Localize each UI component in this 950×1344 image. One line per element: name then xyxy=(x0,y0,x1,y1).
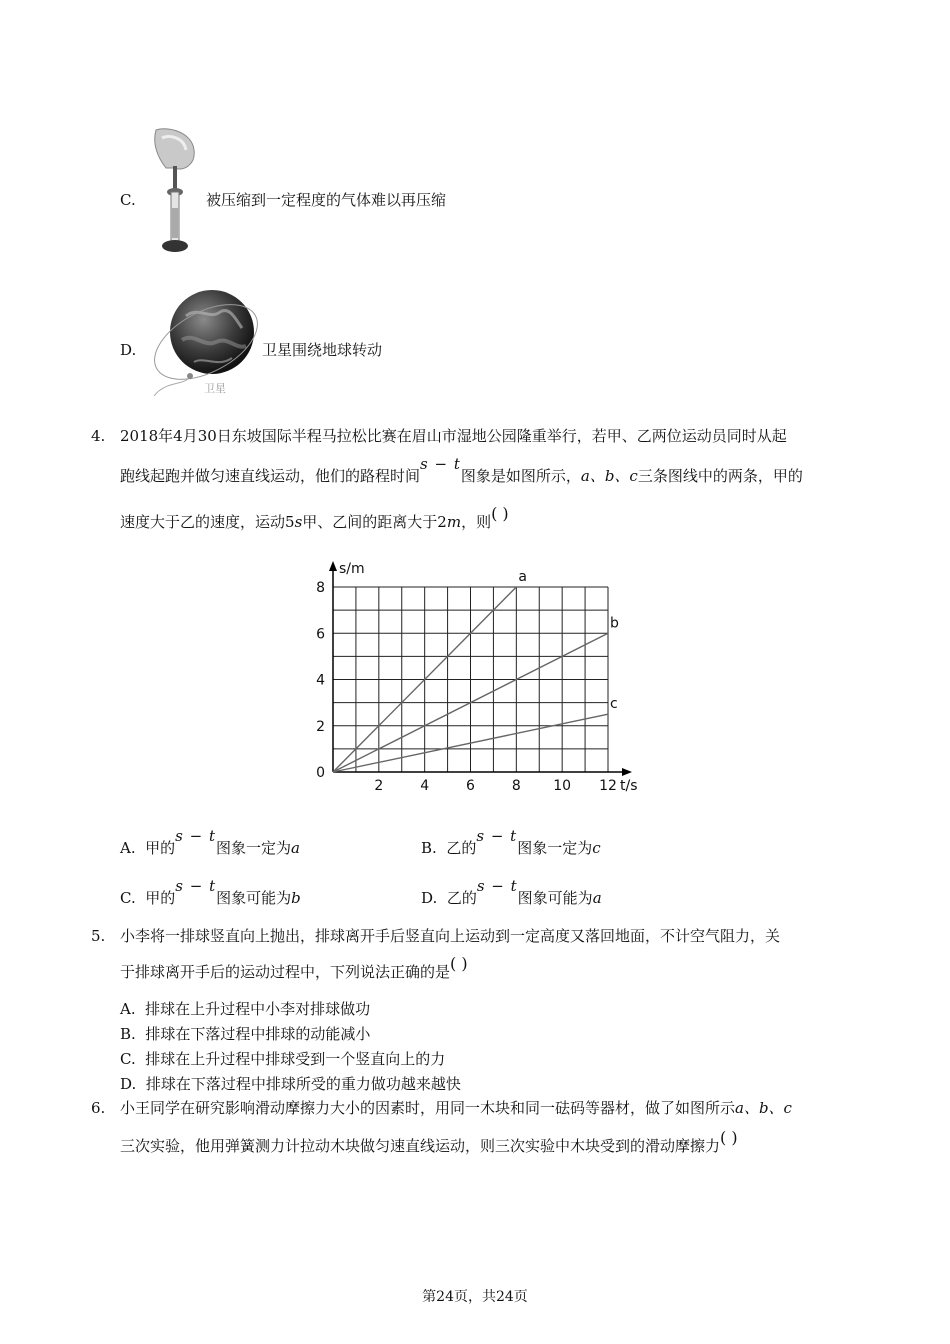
q5-option-b[interactable] xyxy=(120,1024,370,1044)
answer-bracket: ( ) xyxy=(720,1128,738,1147)
option-var: a xyxy=(592,889,602,907)
stem-vars: a、b、c xyxy=(580,467,638,485)
x-tick-label: 6 xyxy=(466,778,475,794)
stem-text: 甲、乙间的距离大于 xyxy=(302,513,438,531)
y-axis-arrow xyxy=(329,561,337,571)
q6-stem-line1 xyxy=(120,1098,792,1118)
q5-option-d[interactable] xyxy=(120,1074,461,1094)
q4-stem-line1: 2018年4月30日东坡国际半程马拉松比赛在眉山市湿地公园隆重举行，若甲、乙两位运动员同时从起 xyxy=(120,427,787,445)
chart-grid xyxy=(333,587,608,772)
x-axis-label: t/s xyxy=(620,778,638,794)
option-text: 图象一定为 xyxy=(216,839,292,857)
option-text: 排球在上升过程中小李对排球做功 xyxy=(145,1000,371,1018)
x-tick-label: 12 xyxy=(599,778,617,794)
option-label: A. xyxy=(120,839,136,857)
option-label: B. xyxy=(120,1025,136,1043)
satellite-caption: 卫星 xyxy=(204,382,226,395)
st-symbol: s − t xyxy=(175,827,217,845)
q5-option-c[interactable] xyxy=(120,1049,445,1069)
option-var: a xyxy=(291,839,300,857)
series-label-a: a xyxy=(518,569,527,585)
y-tick-label: 8 xyxy=(316,580,325,596)
option-label: B. xyxy=(421,839,437,857)
q3-option-d-text xyxy=(262,340,382,360)
option-text: 图象可能为 xyxy=(517,889,593,907)
q4-number: 4. xyxy=(91,427,106,445)
option-text: 图象可能为 xyxy=(216,889,292,907)
stem-vars: a、b、c xyxy=(735,1099,792,1117)
answer-bracket: ( ) xyxy=(491,504,509,523)
q4-option-d[interactable] xyxy=(421,877,602,908)
s-t-chart xyxy=(300,552,645,804)
option-text: 乙的 xyxy=(446,889,477,907)
st-symbol: s − t xyxy=(476,877,518,895)
stem-text: ，则 xyxy=(461,513,492,531)
stem-text: 速度大于乙的速度，运动 xyxy=(120,513,286,531)
syringe-illustration xyxy=(148,128,200,260)
x-tick-label: 8 xyxy=(511,778,521,794)
option-text: 图象一定为 xyxy=(517,839,593,857)
option-text: 乙的 xyxy=(446,839,477,857)
q3-option-c[interactable] xyxy=(120,190,136,210)
y-tick-label: 2 xyxy=(316,718,325,735)
q5-number: 5. xyxy=(91,927,106,945)
y-tick-label: 4 xyxy=(316,672,325,689)
q3-option-d[interactable] xyxy=(120,340,136,360)
option-label: D. xyxy=(120,1075,137,1093)
st-symbol: s − t xyxy=(175,877,217,895)
earth-satellite-illustration xyxy=(146,276,266,404)
q5-option-a[interactable] xyxy=(120,999,370,1019)
st-symbol: s − t xyxy=(476,827,518,845)
st-symbol: s − t xyxy=(420,455,461,473)
chart-axes xyxy=(329,561,632,776)
q4-option-a[interactable] xyxy=(120,827,300,858)
q3-option-c-text xyxy=(206,190,446,210)
page-footer: 第24页，共24页 xyxy=(422,1289,528,1305)
option-label: C. xyxy=(120,1050,136,1068)
option-text: 甲的 xyxy=(145,839,176,857)
chart-labels xyxy=(339,561,638,794)
stem-number: 5 xyxy=(285,513,295,531)
stem-text: 跑线起跑并做匀速直线运动，他们的路程时间 xyxy=(120,467,421,485)
option-label: C. xyxy=(120,889,136,907)
series-label-b: b xyxy=(610,615,619,632)
option-text: 被压缩到一定程度的气体难以再压缩 xyxy=(206,191,447,209)
stem-text: 三次实验，他用弹簧测力计拉动木块做匀速直线运动，则三次实验中木块受到的滑动摩擦力 xyxy=(120,1137,721,1155)
q5-stem-line1: 小李将一排球竖直向上抛出，排球离开手后竖直向上运动到一定高度又落回地面，不计空气阻力，关 xyxy=(120,927,781,945)
stem-text: 于排球离开手后的运动过程中，下列说法正确的是 xyxy=(120,963,451,981)
stem-text: 三条图线中的两条，甲的 xyxy=(637,467,803,485)
option-label: D. xyxy=(421,889,438,907)
stem-number: 2 xyxy=(437,513,447,531)
x-tick-label: 2 xyxy=(374,778,384,794)
y-axis-label: s/m xyxy=(339,561,365,577)
x-tick-label: 10 xyxy=(553,778,572,794)
option-var: c xyxy=(592,839,601,857)
y-tick-label: 6 xyxy=(316,626,325,643)
option-text: 排球在下落过程中排球的动能减小 xyxy=(145,1025,371,1043)
option-label: D. xyxy=(120,341,137,359)
option-label: C. xyxy=(120,191,136,209)
chart-ticks xyxy=(316,580,617,794)
option-text: 甲的 xyxy=(145,889,176,907)
answer-bracket: ( ) xyxy=(450,954,468,973)
y-tick-label: 0 xyxy=(316,765,325,781)
q4-stem-line3 xyxy=(120,504,509,532)
q6-number: 6. xyxy=(91,1099,106,1117)
stem-unit: s xyxy=(294,513,303,531)
option-text: 卫星围绕地球转动 xyxy=(262,341,383,359)
option-var: b xyxy=(291,889,301,907)
q4-option-b[interactable] xyxy=(421,827,601,858)
q6-stem-line2 xyxy=(120,1128,738,1156)
option-label: A. xyxy=(120,1000,136,1018)
stem-text: 小王同学在研究影响滑动摩擦力大小的因素时，用同一木块和同一砝码等器材，做了如图所示 xyxy=(120,1099,736,1117)
q5-stem-line2 xyxy=(120,954,468,982)
stem-unit: m xyxy=(446,513,462,531)
x-tick-label: 4 xyxy=(420,778,430,794)
q4-stem-line2 xyxy=(120,455,803,486)
option-text: 排球在下落过程中排球所受的重力做功越来越快 xyxy=(145,1075,461,1093)
x-axis-arrow xyxy=(622,768,632,776)
stem-text: 图象是如图所示， xyxy=(460,467,581,485)
series-label-c: c xyxy=(610,696,618,713)
q4-option-c[interactable] xyxy=(120,877,301,908)
option-text: 排球在上升过程中排球受到一个竖直向上的力 xyxy=(145,1050,446,1068)
